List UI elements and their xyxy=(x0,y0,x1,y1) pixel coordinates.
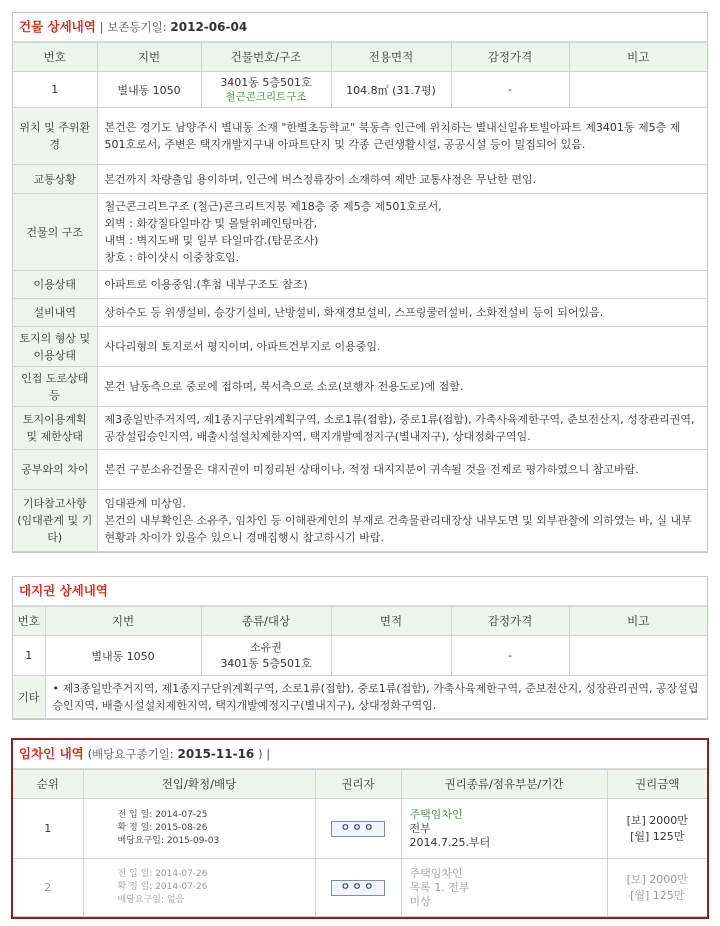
tenant-right-info xyxy=(401,799,607,859)
tenant-holder-button[interactable]: ㅇㅇㅇ xyxy=(331,880,385,896)
col-header: 전입/확정/배당 xyxy=(83,770,315,799)
detail-label: 인접 도로상태 등 xyxy=(13,367,97,407)
detail-text: 제3종일반주거지역, 제1종지구단위계획구역, 소로1류(접함), 중로1류(접함), 가축사육제한구역, 준보전산지, 성장관리권역, 공장설립승인지역, 배출시설설치제한지역, 택지개발예정지구(별내지구), 상대정화구역임. xyxy=(97,407,707,450)
land-etc-text: • 제3종일반주거지역, 제1종지구단위계획구역, 소로1류(접함), 중로1류(접함), 가축사육제한구역, 준보전산지, 성장관리권역, 공장설립승인지역, 배출시설설치제한지역, 택지개발예정지구(별내지구), 상대정화구역임. xyxy=(45,676,707,719)
col-header: 감정가격 xyxy=(451,43,569,72)
detail-text: 본건까지 차량출입 용이하며, 인근에 버스정류장이 소재하여 제반 교통사정은 무난한 편임. xyxy=(97,165,707,194)
building-no: 1 xyxy=(13,72,97,108)
tenant-header xyxy=(13,740,707,769)
detail-label: 이용상태 xyxy=(13,271,97,299)
building-row xyxy=(13,72,707,108)
detail-text: 임대관계 미상임. 본건의 내부확인은 소유주, 임차인 등 이해관계인의 부재로 건축물관리대장상 내부도면 및 외부관찰에 의하였는 바, 실 내부현황과 차이가 있을수 있으니 경매집행시 참고하시기 바람. xyxy=(97,490,707,552)
detail-text: 본건 구분소유건물은 대지권이 미정리된 상태이나, 적정 대지지분이 귀속될 것을 전제로 평가하였으니 참고바람. xyxy=(97,450,707,490)
due-date-suffix: ) | xyxy=(258,747,271,761)
tenant-rank: 1 xyxy=(13,799,83,859)
detail-text: 철근콘크리트구조 (철근)콘크리트지붕 제18층 중 제5층 제501호로서, 외벽 : 화강질타일마감 및 몰탈위페인팅마감, 내벽 : 벽지도배 및 일부 타일마감.(탐문조사) 창호 : 하이샷시 이중창호임. xyxy=(97,194,707,271)
land-price: - xyxy=(451,636,569,676)
col-header: 권리자 xyxy=(315,770,401,799)
land-kind-target xyxy=(201,636,331,676)
detail-label: 토지의 형상 및 이용상태 xyxy=(13,327,97,367)
building-detail-header xyxy=(13,13,707,42)
detail-row-remarks xyxy=(13,490,707,552)
land-etc-label: 기타 xyxy=(13,676,45,719)
land-note xyxy=(569,636,707,676)
col-header: 비고 xyxy=(569,607,707,636)
land-lot: 별내동 1050 xyxy=(45,636,201,676)
building-price: - xyxy=(451,72,569,108)
move-in-date: 전 입 일: 2014-07-26 xyxy=(117,869,208,879)
col-header: 종류/대상 xyxy=(201,607,331,636)
land-no: 1 xyxy=(13,636,45,676)
tenant-holder-cell xyxy=(315,859,401,917)
land-right-header xyxy=(13,577,707,606)
detail-text: 사다리형의 토지로서 평지이며, 아파트건부지로 이용중임. xyxy=(97,327,707,367)
land-right-panel xyxy=(12,576,708,720)
tenant-rank: 2 xyxy=(13,859,83,917)
col-header: 건물번호/구조 xyxy=(201,43,331,72)
tenant-holder-button[interactable]: ㅇㅇㅇ xyxy=(331,821,385,837)
occupied-part: 목록 1. 전부 xyxy=(409,880,470,894)
due-date: 2015-11-16 xyxy=(177,747,255,761)
tenant-table-header xyxy=(13,770,707,799)
registration-date-label: | 보존등기일: xyxy=(99,20,167,34)
detail-label: 토지이용계획 및 제한상태 xyxy=(13,407,97,450)
detail-text: 본건 남동측으로 중로에 접하며, 북서측으로 소로(보행자 전용도로)에 접함. xyxy=(97,367,707,407)
tenant-right-info xyxy=(401,859,607,917)
detail-text: 아파트로 이용중임.(후첨 내부구조도 참조) xyxy=(97,271,707,299)
tenant-table xyxy=(13,769,707,917)
land-area xyxy=(331,636,451,676)
table-row xyxy=(13,859,707,917)
claim-date: 배당요구일: 없음 xyxy=(117,895,185,905)
detail-label: 건물의 구조 xyxy=(13,194,97,271)
right-type: 주택임차인 xyxy=(409,866,463,880)
detail-row-road xyxy=(13,367,707,407)
fixed-date: 확 정 일: 2015-08-26 xyxy=(117,823,208,833)
building-detail-panel xyxy=(12,12,708,553)
land-target: 3401동 5층501호 xyxy=(220,656,312,670)
col-header: 권리종류/점유부분/기간 xyxy=(401,770,607,799)
col-header: 비고 xyxy=(569,43,707,72)
col-header: 면적 xyxy=(331,607,451,636)
building-number: 3401동 5층501호 xyxy=(220,75,312,89)
detail-row-land-shape xyxy=(13,327,707,367)
land-etc-row xyxy=(13,676,707,719)
detail-row-ledger-diff xyxy=(13,450,707,490)
building-area: 104.8㎡ (31.7평) xyxy=(331,72,451,108)
registration-date: 2012-06-04 xyxy=(170,20,248,34)
fixed-date: 확 정 일: 2014-07-26 xyxy=(117,882,208,892)
tenant-holder-cell xyxy=(315,799,401,859)
detail-label: 설비내역 xyxy=(13,299,97,327)
deposit-amount: [보] 2000만 xyxy=(626,872,688,886)
detail-label: 기타참고사항 (임대관계 및 기타) xyxy=(13,490,97,552)
detail-row-land-plan xyxy=(13,407,707,450)
claim-date: 배당요구일: 2015-09-03 xyxy=(117,836,220,846)
col-header: 번호 xyxy=(13,43,97,72)
monthly-rent: [월] 125만 xyxy=(630,829,685,843)
land-table-header xyxy=(13,607,707,636)
col-header: 권리금액 xyxy=(607,770,707,799)
detail-row-usage xyxy=(13,271,707,299)
detail-row-traffic xyxy=(13,165,707,194)
col-header: 번호 xyxy=(13,607,45,636)
tenant-dates xyxy=(83,859,315,917)
detail-row-structure xyxy=(13,194,707,271)
land-right-title: 대지권 상세내역 xyxy=(19,583,108,598)
deposit-amount: [보] 2000만 xyxy=(626,813,688,827)
col-header: 순위 xyxy=(13,770,83,799)
building-table-header xyxy=(13,43,707,72)
col-header: 감정가격 xyxy=(451,607,569,636)
detail-row-facilities xyxy=(13,299,707,327)
building-detail-title: 건물 상세내역 xyxy=(19,19,96,34)
detail-label: 교통상황 xyxy=(13,165,97,194)
col-header: 지번 xyxy=(97,43,201,72)
occupied-part: 전부 xyxy=(409,821,431,835)
col-header: 전용면적 xyxy=(331,43,451,72)
building-structure: 철근콘크리트구조 xyxy=(225,90,307,103)
table-row xyxy=(13,799,707,859)
tenant-panel xyxy=(11,738,709,919)
land-table xyxy=(13,606,707,719)
tenant-title: 임차인 내역 xyxy=(19,746,84,761)
tenant-dates xyxy=(83,799,315,859)
move-in-date: 전 입 일: 2014-07-25 xyxy=(117,810,208,820)
tenant-amount xyxy=(607,799,707,859)
building-note xyxy=(569,72,707,108)
lease-period: 미상 xyxy=(409,894,431,908)
right-type: 주택임차인 xyxy=(409,807,463,821)
col-header: 지번 xyxy=(45,607,201,636)
land-kind: 소유권 xyxy=(250,640,282,654)
tenant-amount xyxy=(607,859,707,917)
detail-label: 위치 및 주위환경 xyxy=(13,108,97,165)
building-number-structure xyxy=(201,72,331,108)
land-row xyxy=(13,636,707,676)
due-date-label: (배당요구종기일: xyxy=(87,747,174,761)
detail-row-location xyxy=(13,108,707,165)
building-table xyxy=(13,42,707,552)
monthly-rent: [월] 125만 xyxy=(630,888,685,902)
building-lot: 별내동 1050 xyxy=(97,72,201,108)
detail-text: 본건은 경기도 남양주시 별내동 소재 "한별초등학교" 북동측 인근에 위치하는 별내신일유토빌아파트 제3401동 제5층 제501호로서, 주변은 택지개발지구내 아파트단지 및 각종 근린생활시설, 공공시설 등이 밀집되어 있음. xyxy=(97,108,707,165)
detail-text: 상하수도 등 위생설비, 승강기설비, 난방설비, 화재경보설비, 스프링쿨러설비, 소화전설비 등이 되어있음. xyxy=(97,299,707,327)
lease-period: 2014.7.25.부터 xyxy=(409,835,491,849)
detail-label: 공부와의 차이 xyxy=(13,450,97,490)
